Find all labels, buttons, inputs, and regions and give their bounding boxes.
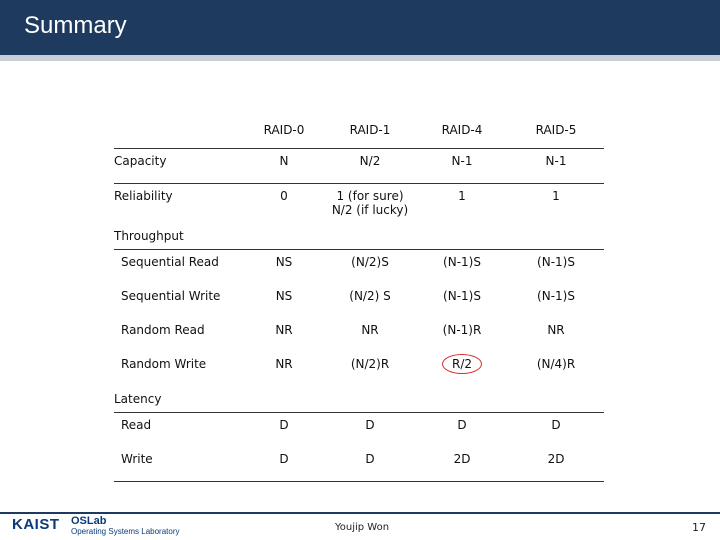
footer-author: Youjip Won <box>334 522 390 533</box>
table-row <box>114 352 604 386</box>
cell-capacity-raid1: N/2 <box>324 149 416 184</box>
table-row <box>114 447 604 482</box>
cell-seqread-raid0: NS <box>275 255 293 269</box>
oslab-logo: OSLab <box>71 515 107 527</box>
raid-summary-table <box>114 112 604 482</box>
cell-read-raid1: D <box>365 418 375 432</box>
row-label-sequential-read: Sequential Read <box>121 255 219 269</box>
row-label-sequential-write: Sequential Write <box>121 289 221 303</box>
page-number: 17 <box>692 521 706 534</box>
section-heading-throughput: Throughput <box>114 223 604 250</box>
cell-write-raid5: 2D <box>508 447 604 482</box>
cell-reliability-raid4: 1 <box>458 189 466 203</box>
cell-seqwrite-raid5: (N-1)S <box>537 289 575 303</box>
title-bar <box>0 0 720 55</box>
cell-capacity-raid4: N-1 <box>416 149 508 184</box>
cell-capacity-raid5: N-1 <box>508 149 604 184</box>
highlight-circle: R/2 <box>442 354 482 374</box>
cell-randread-raid0: NR <box>275 323 293 337</box>
footer-divider <box>0 512 720 514</box>
cell-write-raid1: D <box>324 447 416 482</box>
cell-read-raid4: D <box>457 418 467 432</box>
row-label-read: Read <box>121 418 152 432</box>
table-row <box>114 318 604 352</box>
oslab-logo-subtitle: Operating Systems Laboratory <box>71 527 180 536</box>
kaist-logo: KAIST <box>12 516 60 533</box>
cell-randwrite-raid0: NR <box>275 357 293 371</box>
cell-randread-raid4: (N-1)R <box>442 323 482 337</box>
cell-write-raid4: 2D <box>416 447 508 482</box>
cell-seqread-raid1: (N/2)S <box>351 255 389 269</box>
cell-read-raid0: D <box>279 418 289 432</box>
row-label-reliability: Reliability <box>114 189 173 203</box>
cell-seqwrite-raid1: (N/2) S <box>349 289 391 303</box>
cell-seqwrite-raid0: NS <box>275 289 293 303</box>
title-divider <box>0 55 720 61</box>
table-header-row <box>114 112 604 149</box>
page-title: Summary <box>24 12 127 39</box>
cell-randread-raid5: NR <box>547 323 565 337</box>
header-raid-0: RAID-0 <box>263 123 305 137</box>
reliability-raid1-line1: 1 (for sure) <box>336 189 404 203</box>
row-label-random-write: Random Write <box>121 357 207 371</box>
section-heading-row <box>114 386 604 413</box>
table-row <box>114 413 604 448</box>
section-heading-latency: Latency <box>114 386 604 413</box>
cell-reliability-raid5: 1 <box>552 189 560 203</box>
cell-randwrite-raid5: (N/4)R <box>536 357 576 371</box>
row-label-capacity: Capacity <box>114 149 244 184</box>
raid-summary-table-container <box>114 112 604 482</box>
header-raid-1: RAID-1 <box>349 123 391 137</box>
cell-seqread-raid4: (N-1)S <box>443 255 481 269</box>
table-row <box>114 250 604 285</box>
cell-read-raid5: D <box>551 418 561 432</box>
row-label-random-read: Random Read <box>121 323 205 337</box>
cell-write-raid0: D <box>244 447 324 482</box>
cell-reliability-raid1 <box>324 184 416 224</box>
header-empty <box>114 112 244 149</box>
section-heading-row <box>114 223 604 250</box>
table-row <box>114 284 604 318</box>
header-raid-5: RAID-5 <box>535 123 577 137</box>
cell-reliability-raid0: 0 <box>280 189 288 203</box>
cell-randwrite-raid4 <box>416 352 508 386</box>
cell-capacity-raid0: N <box>244 149 324 184</box>
cell-seqread-raid5: (N-1)S <box>537 255 575 269</box>
cell-seqwrite-raid4: (N-1)S <box>443 289 481 303</box>
table-row <box>114 184 604 224</box>
reliability-raid1-line2: N/2 (if lucky) <box>331 203 409 217</box>
row-label-write: Write <box>114 447 244 482</box>
cell-randwrite-raid1: (N/2)R <box>350 357 390 371</box>
header-raid-4: RAID-4 <box>441 123 483 137</box>
cell-randread-raid1: NR <box>361 323 379 337</box>
table-row <box>114 149 604 184</box>
